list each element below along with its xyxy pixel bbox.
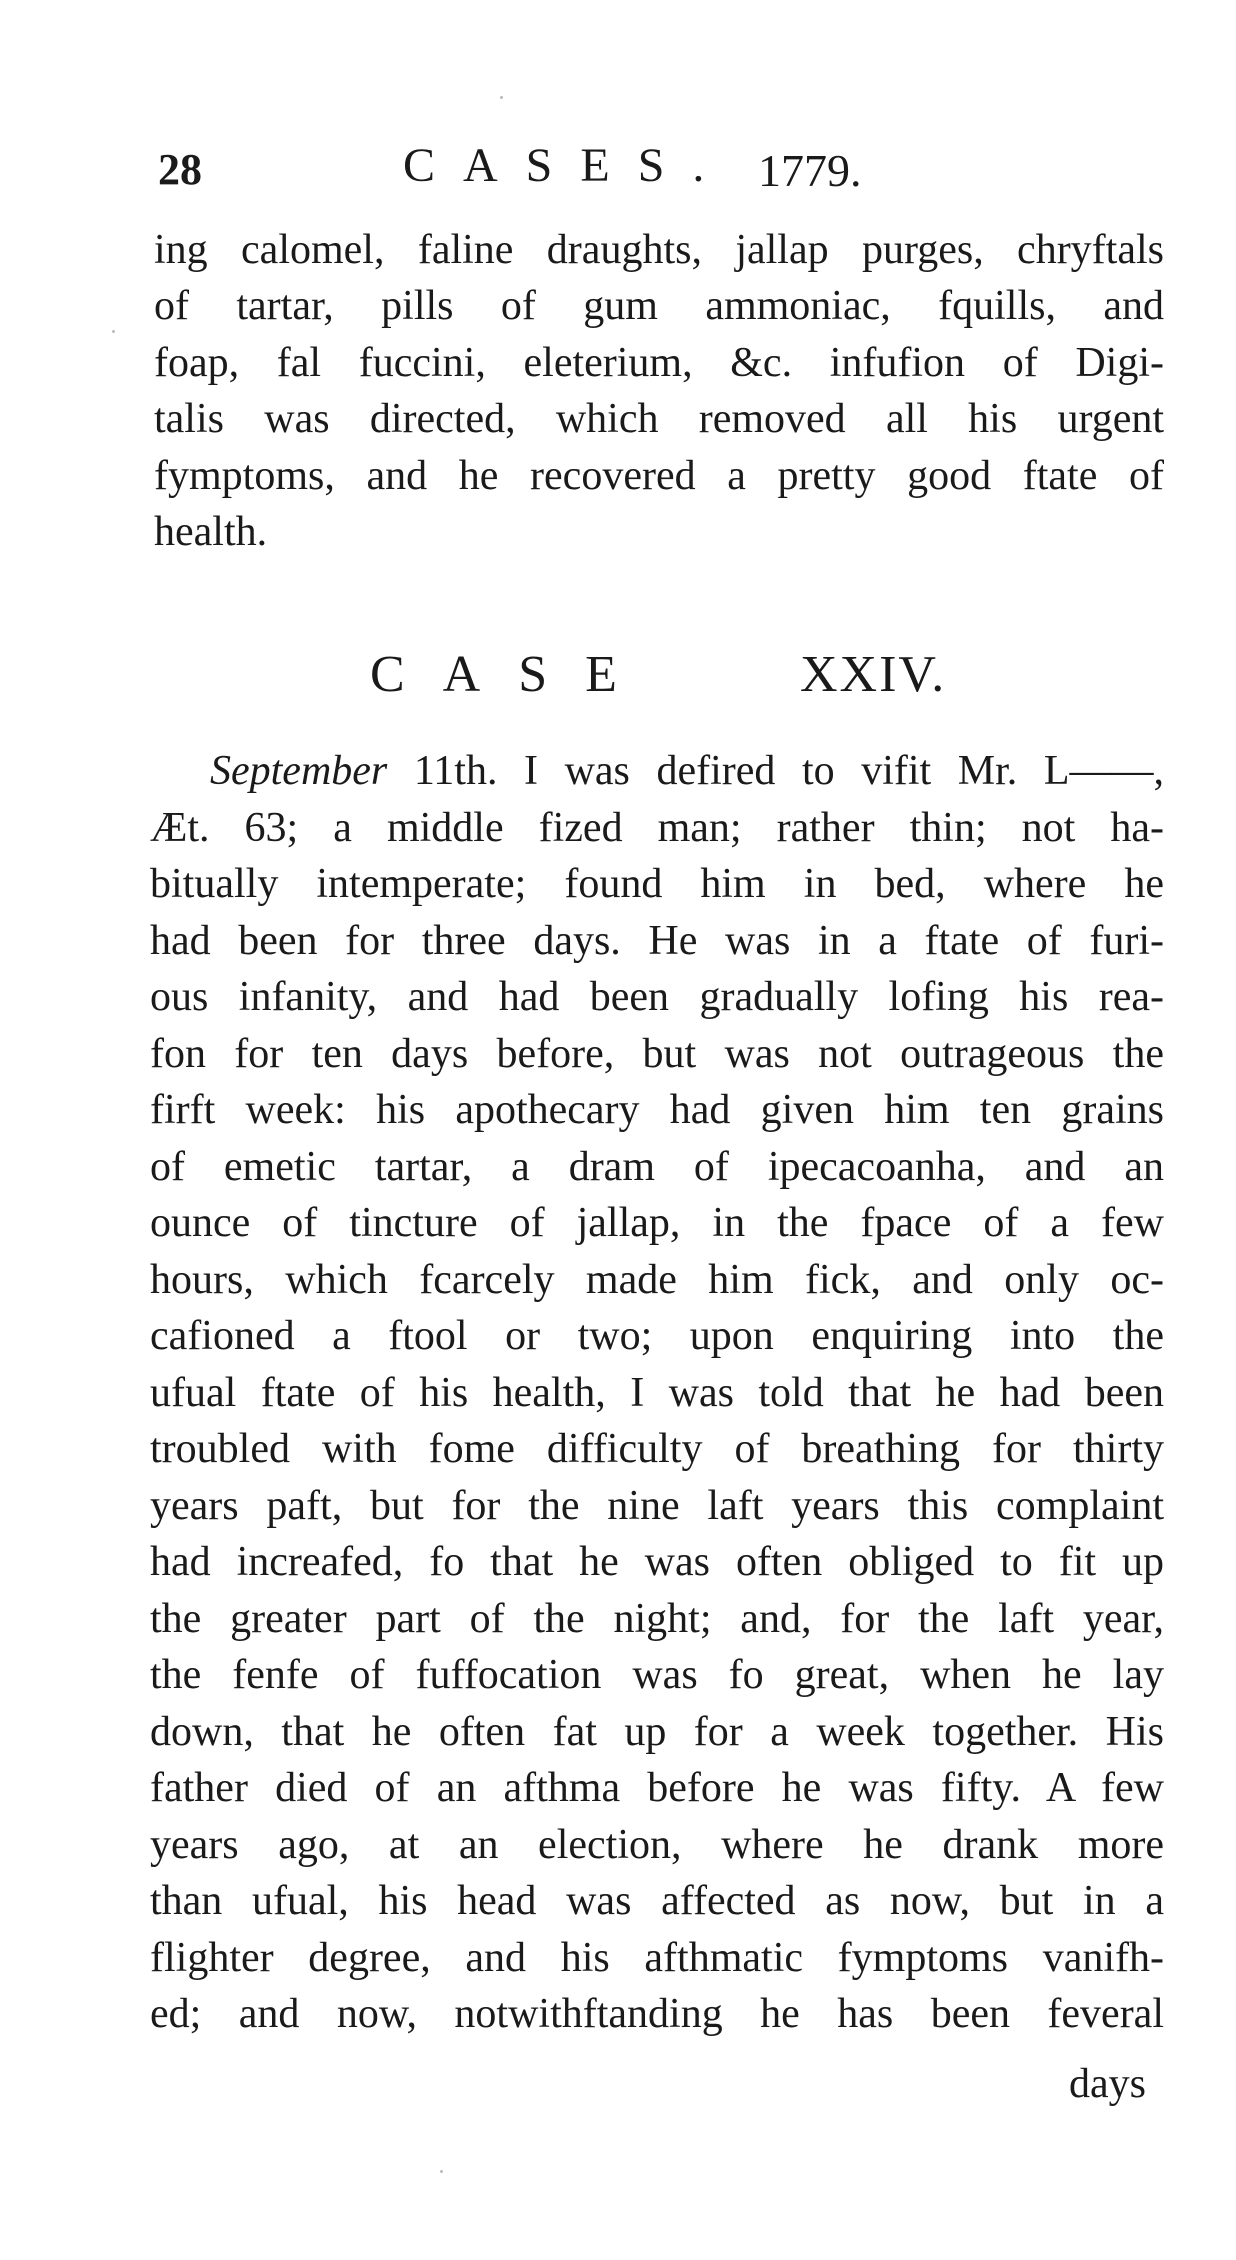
page-number: 28 (158, 145, 202, 194)
text-line: of emetic tartar, a dram of ipecacoanha, and an (150, 1143, 1164, 1190)
text-line-first (150, 743, 1164, 800)
paper-speck (500, 96, 503, 99)
text-line: years paft, but for the nine laft years this complaint (150, 1482, 1164, 1529)
text-line: had been for three days. He was in a ftate of furi- (150, 917, 1164, 964)
case-paragraph (150, 743, 1164, 2043)
text-line: the fenfe of fuffocation was fo great, when he lay (150, 1652, 1164, 1698)
text-line: firft week: his apothecary had given him ten grains (150, 1087, 1164, 1133)
case-heading-word: CASE (370, 646, 655, 703)
text-line: health. (154, 509, 268, 556)
paper-speck (440, 2170, 443, 2173)
text-line: ufual ftate of his health, I was told that he had been (150, 1369, 1164, 1416)
text-line: father died of an afthma before he was fifty. A few (150, 1765, 1164, 1811)
text-line: cafioned a ftool or two; upon enquiring into the (150, 1313, 1164, 1359)
paper-speck (112, 330, 115, 333)
continuation-paragraph (154, 222, 1164, 560)
text-line: of tartar, pills of gum ammoniac, fquills, and (154, 283, 1164, 330)
text-line: Æt. 63; a middle fized man; rather thin; not ha- (150, 804, 1164, 851)
text-line: flighter degree, and his afthmatic fymptoms vanifh- (150, 1934, 1164, 1981)
text-line: ounce of tincture of jallap, in the fpace of a few (150, 1200, 1164, 1246)
text-line: fymptoms, and he recovered a pretty good ftate of (154, 452, 1164, 499)
text-line: ed; and now, notwithftanding he has been feveral (150, 1991, 1164, 2037)
running-header (158, 138, 1168, 208)
text-line: troubled with fome difficulty of breathing for thirty (150, 1426, 1164, 1472)
text-line: down, that he often fat up for a week together. His (150, 1708, 1164, 1755)
text-line: had increafed, fo that he was often obliged to fit up (150, 1539, 1164, 1585)
catchword: days (1069, 2061, 1146, 2107)
text-line: foap, fal fuccini, eleterium, &c. infufion of Digi- (154, 339, 1164, 386)
text-line: than ufual, his head was affected as now, but in a (150, 1878, 1164, 1924)
text-line: years ago, at an election, where he drank more (150, 1821, 1164, 1868)
header-year: 1779. (758, 145, 862, 196)
text-line: fon for ten days before, but was not outrageous the (150, 1030, 1164, 1077)
case-first-line-rest: 11th. I was defired to vifit Mr. L——, (387, 748, 1164, 794)
text-line: ing calomel, faline draughts, jallap purges, chryftals (154, 227, 1164, 273)
text-line: bitually intemperate; found him in bed, where he (150, 861, 1164, 907)
text-line: hours, which fcarcely made him fick, and only oc- (150, 1256, 1164, 1303)
case-heading-number: XXIV. (800, 646, 947, 703)
text-line: ous infanity, and had been gradually lofing his rea- (150, 974, 1164, 1020)
text-line: talis was directed, which removed all his urgent (154, 396, 1164, 443)
case-date-month: September (210, 748, 388, 794)
running-title: CASES. (403, 139, 733, 192)
text-line: the greater part of the night; and, for the laft year, (150, 1595, 1164, 1642)
case-heading (0, 645, 1236, 715)
